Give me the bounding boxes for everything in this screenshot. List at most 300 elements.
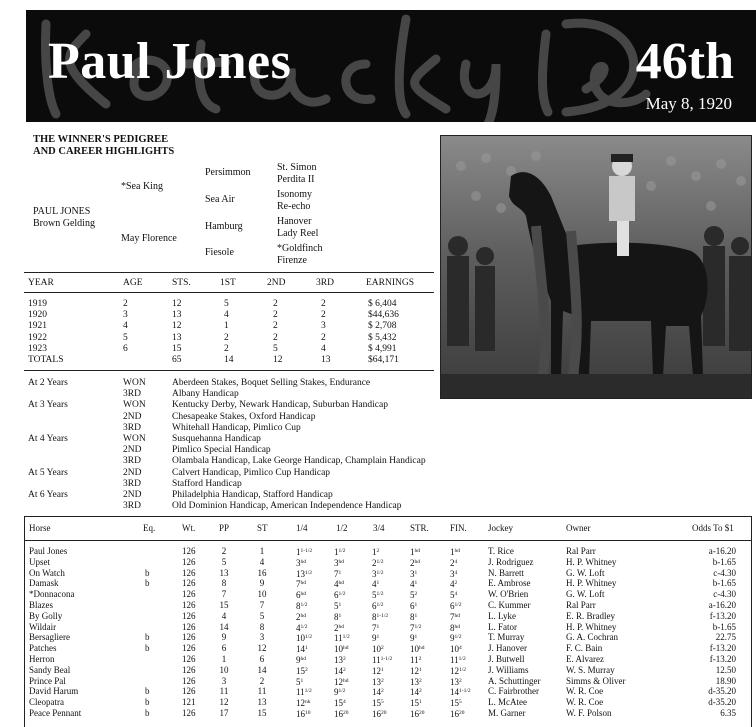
cell: 1920: [28, 310, 47, 321]
cell: $64,171: [368, 354, 399, 365]
position-cell: $4^{hd}$: [334, 579, 344, 590]
position-cell: $13^2$: [450, 676, 462, 687]
cell: Prince Pal: [29, 675, 66, 686]
cell: 126: [182, 546, 196, 556]
cell: 4: [224, 310, 229, 321]
position-cell: $6^1$: [410, 600, 418, 611]
cell: 22.75: [715, 632, 736, 643]
cell: [145, 654, 150, 665]
position-cell: $14^2$: [334, 665, 346, 676]
cell: *Donnacona: [29, 589, 75, 600]
cell: 3RD: [123, 422, 141, 433]
cell: E. Ambrose: [488, 578, 531, 589]
race-number: 46th: [635, 33, 734, 90]
cell: 3: [221, 675, 227, 686]
position-cell: $2^{hd}$: [334, 622, 344, 633]
cell: 15: [172, 343, 182, 354]
cell: WON: [123, 433, 146, 444]
career-header-earnings: EARNINGS: [366, 278, 415, 288]
position-cell: $4^1$: [410, 579, 418, 590]
position-cell: $8^1$: [334, 611, 342, 622]
pedigree-dam-sire: Hamburg: [205, 221, 243, 232]
position-cell: $13^2$: [334, 654, 346, 665]
career-firsts-column: [224, 299, 234, 366]
career-years-column: [28, 299, 63, 366]
position-cell: $3^{hd}$: [334, 557, 344, 568]
cell: 121: [182, 697, 196, 708]
rc-header-eq: Eq.: [143, 523, 156, 533]
cell: 13: [219, 567, 229, 578]
cell: 3RD: [123, 478, 141, 489]
position-cell: $7^{1/2}$: [410, 622, 422, 633]
career-divider-top: [24, 272, 434, 273]
cell: T. Rice: [488, 546, 514, 556]
cell: Patches: [29, 643, 57, 654]
cell: 14: [219, 621, 229, 632]
cell: At 4 Years: [28, 433, 68, 444]
cell: f-13.20: [709, 653, 736, 664]
position-cell: $11^{1/2}$: [296, 687, 312, 698]
cell: Peace Pennant: [29, 707, 82, 718]
cell: 14: [224, 354, 234, 365]
cell: [28, 412, 68, 423]
cell: f-13.20: [709, 643, 736, 654]
rc-header-str: STR.: [410, 523, 429, 533]
cell: H. P. Whitney: [566, 621, 617, 632]
career-starts-column: [172, 299, 182, 366]
cell: 2: [221, 546, 227, 556]
cell: WON: [123, 400, 146, 411]
career-thirds-column: [321, 299, 331, 366]
cell: 3RD: [123, 389, 141, 400]
rc-horse-column: [29, 546, 81, 719]
pedigree-heading: THE WINNER'S PEDIGREE AND CAREER HIGHLIGHTS: [33, 134, 175, 157]
position-cell: $12^1$: [372, 665, 384, 676]
cell: a-16.20: [708, 599, 736, 610]
cell: 2: [273, 299, 278, 309]
cell: Paul Jones: [29, 546, 68, 556]
cell: 2: [321, 310, 326, 321]
cell: 126: [182, 686, 196, 697]
cell: d-35.20: [708, 686, 736, 697]
rc-header-owner: Owner: [566, 523, 591, 533]
cell: 14: [257, 664, 267, 675]
pedigree-g6: Lady Reel: [277, 228, 319, 239]
cell: Sandy Beal: [29, 664, 71, 675]
position-cell: $10^2$: [372, 644, 384, 655]
cell: L. Fator: [488, 621, 517, 632]
career-header-second: 2ND: [267, 278, 286, 288]
rc-header-pp: PP: [219, 523, 230, 533]
position-cell: $10^{1/2}$: [296, 633, 313, 644]
position-cell: $6^{1/2}$: [450, 600, 462, 611]
pedigree-dam: May Florence: [121, 233, 177, 244]
cell: Chesapeake Stakes, Oxford Handicap: [172, 411, 316, 422]
cell: 126: [182, 599, 196, 610]
rc-header-st: ST: [257, 523, 268, 533]
position-cell: $1^{hd}$: [450, 547, 460, 557]
position-cell: $16^{20}$: [450, 708, 465, 719]
position-cell: $8^{1/2}$: [296, 600, 308, 611]
career-header-age: AGE: [123, 278, 143, 288]
cell: 9: [259, 578, 265, 589]
position-cell: $10^{hd}$: [410, 644, 425, 655]
position-cell: $15^5$: [450, 698, 462, 709]
cell: [123, 355, 128, 366]
rc-eq-column: [145, 546, 150, 719]
cell: [28, 423, 68, 434]
cell: b: [145, 697, 150, 708]
position-cell: $16^{20}$: [372, 708, 387, 719]
cell: $ 4,991: [368, 343, 397, 354]
cell: [28, 501, 68, 512]
rc-jockey-column: [488, 546, 541, 719]
career-divider-bottom: [24, 370, 434, 371]
cell: 126: [182, 675, 196, 686]
cell: 2: [224, 332, 229, 343]
cell: b: [145, 707, 150, 718]
cell: J. Butwell: [488, 653, 525, 664]
cell: 13: [321, 354, 331, 365]
cell: 7: [259, 599, 265, 610]
cell: 3: [123, 310, 128, 321]
position-cell: $7^{hd}$: [296, 579, 306, 590]
cell: 1922: [28, 332, 47, 343]
cell: 12: [219, 697, 229, 708]
rc-q3-column: [372, 546, 392, 719]
cell: 4: [123, 321, 128, 332]
rc-header-jockey: Jockey: [488, 523, 513, 533]
cell: Cleopatra: [29, 697, 64, 708]
cell: 5: [123, 332, 128, 343]
cell: 126: [182, 578, 196, 589]
position-cell: $5^1$: [334, 600, 342, 611]
cell: Susquehanna Handicap: [172, 433, 261, 444]
cell: b: [145, 686, 150, 697]
cell: 13: [172, 310, 182, 321]
cell: At 5 Years: [28, 467, 68, 478]
horse-and-jockey-photo: [440, 135, 752, 399]
cell: [28, 479, 68, 490]
cell: Aberdeen Stakes, Boquet Selling Stakes, Endurance: [172, 378, 371, 388]
cell: C. Kummer: [488, 599, 531, 610]
position-cell: $15^5$: [372, 698, 384, 709]
cell: David Harum: [29, 686, 79, 697]
position-cell: $12^{nk}$: [296, 698, 311, 709]
position-cell: $1^2$: [372, 547, 380, 557]
cell: Blazes: [29, 599, 53, 610]
cell: H. P. Whitney: [566, 556, 617, 567]
cell: Philadelphia Handicap, Stafford Handicap: [172, 489, 333, 500]
rc-q2-column: [334, 546, 350, 719]
cell: b-1.65: [712, 621, 736, 632]
cell: W. O'Brien: [488, 589, 529, 600]
highlights-races-column: [172, 378, 426, 512]
cell: 6: [221, 643, 227, 654]
pedigree-g2: Perdita II: [277, 174, 315, 185]
position-cell: $2^{hd}$: [410, 557, 420, 568]
position-cell: $16^{20}$: [410, 708, 425, 719]
career-ages-column: [123, 299, 128, 366]
position-cell: $6^{1/2}$: [372, 600, 384, 611]
cell: 1921: [28, 321, 47, 332]
career-header-starts: STS.: [172, 278, 191, 288]
cell: Bersagliere: [29, 632, 70, 643]
cell: T. Murray: [488, 632, 525, 643]
cell: 126: [182, 621, 196, 632]
position-cell: $11^{1/2}$: [450, 654, 466, 665]
cell: 2ND: [123, 467, 142, 478]
cell: 16: [257, 567, 267, 578]
pedigree-g3: Isonomy: [277, 189, 312, 200]
rc-header-odds: Odds To $1: [692, 523, 734, 533]
cell: 1923: [28, 343, 47, 354]
cell: 1: [259, 546, 265, 556]
position-cell: $3^{1/2}$: [372, 568, 384, 579]
cell: [145, 546, 150, 557]
position-cell: $9^1$: [372, 633, 380, 644]
cell: Old Dominion Handicap, American Independence Handicap: [172, 501, 402, 512]
pedigree-dam-dam: Fiesole: [205, 247, 234, 258]
rc-pp-column: [214, 546, 234, 719]
cell: 6.35: [720, 707, 736, 718]
cell: [145, 589, 150, 600]
position-cell: $6^{1/2}$: [334, 590, 346, 601]
position-cell: $15^2$: [296, 665, 308, 676]
cell: 3: [259, 632, 265, 643]
position-cell: $7^1$: [372, 622, 380, 633]
career-earnings-column: [368, 299, 399, 366]
position-cell: $3^1$: [410, 568, 418, 579]
cell: [145, 665, 150, 676]
position-cell: $4^{1/2}$: [296, 622, 308, 633]
cell: a-16.20: [708, 546, 736, 556]
cell: 12: [273, 354, 283, 365]
position-cell: $9^{1/2}$: [334, 687, 346, 698]
cell: 2: [224, 343, 229, 354]
position-cell: $13^{1/2}$: [296, 568, 313, 579]
position-cell: $8^{1-1/2}$: [372, 611, 389, 622]
position-cell: $5^{1/2}$: [372, 590, 384, 601]
position-cell: $13^2$: [372, 676, 384, 687]
career-seconds-column: [273, 299, 283, 366]
cell: b: [145, 567, 150, 578]
highlights-result-column: [123, 378, 146, 512]
position-cell: $15^4$: [334, 698, 346, 709]
position-cell: $11^{1-1/2}$: [372, 654, 393, 665]
cell: b: [145, 578, 150, 589]
cell: 126: [182, 556, 196, 567]
cell: $ 5,432: [368, 332, 397, 343]
cell: 5: [224, 299, 229, 309]
cell: 2: [321, 332, 326, 343]
cell: 13: [172, 332, 182, 343]
position-cell: $12^1$: [410, 665, 422, 676]
cell: b-1.65: [712, 578, 736, 589]
position-cell: $5^4$: [450, 590, 458, 601]
cell: 12: [172, 321, 182, 332]
cell: [145, 600, 150, 611]
cell: G. A. Cochran: [566, 632, 618, 643]
cell: 12.50: [715, 664, 736, 675]
position-cell: $14^{1-1/2}$: [450, 687, 471, 698]
cell: W. R. Coe: [566, 697, 604, 708]
cell: c-4.30: [713, 589, 736, 600]
position-cell: $15^1$: [410, 698, 422, 709]
cell: 3RD: [123, 501, 141, 512]
cell: J. Williams: [488, 664, 529, 675]
cell: Herron: [29, 653, 55, 664]
cell: 2: [273, 321, 278, 332]
cell: [145, 676, 150, 687]
position-cell: $16^{20}$: [334, 708, 349, 719]
photo-illustration-icon: [441, 136, 752, 399]
cell: E. R. Bradley: [566, 610, 615, 621]
cell: TOTALS: [28, 354, 64, 365]
cell: Simms & Oliver: [566, 675, 626, 686]
race-chart-header-divider: [24, 540, 752, 541]
rc-header-fin: FIN.: [450, 523, 467, 533]
cell: 9: [221, 632, 227, 643]
cell: 15: [219, 599, 229, 610]
position-cell: $1^{1-1/2}$: [296, 547, 313, 557]
cell: 8: [259, 621, 265, 632]
pedigree-sire-sire: Persimmon: [205, 167, 251, 178]
position-cell: $11^2$: [410, 654, 422, 665]
cell: Stafford Handicap: [172, 478, 242, 489]
cell: 1: [224, 321, 229, 332]
cell: c-4.30: [713, 567, 736, 578]
position-cell: $9^{1/2}$: [450, 633, 462, 644]
cell: 126: [182, 707, 196, 718]
cell: 2: [321, 299, 326, 309]
cell: 2: [259, 675, 265, 686]
cell: 6: [123, 343, 128, 354]
pedigree-g4: Re-echo: [277, 201, 311, 212]
cell: E. Alvarez: [566, 653, 604, 664]
cell: By Golly: [29, 610, 63, 621]
position-cell: $7^1$: [334, 568, 342, 579]
pedigree-horse: PAUL JONES: [33, 206, 91, 217]
cell: 126: [182, 664, 196, 675]
position-cell: $2^{hd}$: [296, 611, 306, 622]
cell: 126: [182, 567, 196, 578]
cell: 4: [259, 556, 265, 567]
cell: 126: [182, 643, 196, 654]
cell: Albany Handicap: [172, 389, 239, 400]
cell: Whitehall Handicap, Pimlico Cup: [172, 422, 301, 433]
position-cell: $10^{hd}$: [334, 644, 349, 655]
career-header-year: YEAR: [28, 278, 54, 288]
cell: At 3 Years: [28, 400, 68, 411]
cell: 6: [259, 653, 265, 664]
cell: $ 2,708: [368, 321, 397, 332]
cell: 2: [273, 332, 278, 343]
cell: 12: [172, 299, 182, 309]
cell: N. Barrett: [488, 567, 524, 578]
position-cell: $12^{1/2}$: [450, 665, 467, 676]
position-cell: $12^{hd}$: [334, 676, 349, 687]
pedigree-description: Brown Gelding: [33, 218, 95, 229]
cell: 4: [221, 610, 227, 621]
cell: G. W. Loft: [566, 567, 605, 578]
cell: G. W. Loft: [566, 589, 605, 600]
cell: Ral Parr: [566, 599, 596, 610]
career-divider-header: [24, 292, 434, 293]
cell: 17: [219, 707, 229, 718]
cell: 12: [257, 643, 267, 654]
position-cell: $3^4$: [450, 568, 458, 579]
cell: 2: [123, 299, 128, 309]
cell: At 2 Years: [28, 378, 68, 388]
position-cell: $11^{1/2}$: [334, 633, 350, 644]
position-cell: $2^4$: [450, 557, 458, 568]
position-cell: $16^{10}$: [296, 708, 311, 719]
position-cell: $4^1$: [372, 579, 380, 590]
cell: 18.90: [715, 675, 736, 686]
position-cell: $5^2$: [410, 590, 418, 601]
cell: Upset: [29, 556, 50, 567]
horse-name-title: Paul Jones: [48, 33, 292, 90]
cell: 7: [221, 589, 227, 600]
cell: F. C. Bain: [566, 643, 603, 654]
cell: 5: [221, 556, 227, 567]
rc-fin-column: [450, 546, 471, 719]
career-header-third: 3RD: [316, 278, 334, 288]
cell: $44,636: [368, 310, 399, 321]
cell: 5: [273, 343, 278, 354]
position-cell: $14^2$: [372, 687, 384, 698]
cell: f-13.20: [709, 610, 736, 621]
rc-str-column: [410, 546, 425, 719]
highlights-age-column: [28, 378, 68, 512]
position-cell: $1^{1/2}$: [334, 547, 346, 557]
rc-header-q1: 1/4: [296, 523, 308, 533]
position-cell: $8^{hd}$: [450, 622, 460, 633]
cell: [28, 456, 68, 467]
cell: [145, 622, 150, 633]
position-cell: $10^4$: [450, 644, 462, 655]
cell: 8: [221, 578, 227, 589]
rc-owner-column: [566, 546, 626, 719]
cell: 126: [182, 653, 196, 664]
rc-header-q3: 3/4: [373, 523, 385, 533]
cell: M. Garner: [488, 707, 526, 718]
cell: Wildair: [29, 621, 57, 632]
rc-header-horse: Horse: [29, 523, 51, 533]
pedigree-g8: Firenze: [277, 255, 307, 266]
position-cell: $5^1$: [296, 676, 304, 687]
position-cell: $9^{hd}$: [296, 654, 306, 665]
position-cell: $13^2$: [410, 676, 422, 687]
cell: 65: [172, 354, 182, 365]
rc-header-q2: 1/2: [336, 523, 348, 533]
position-cell: $4^2$: [450, 579, 458, 590]
position-cell: $7^{hd}$: [450, 611, 460, 622]
rc-wt-column: [182, 546, 196, 719]
cell: [28, 445, 68, 456]
cell: J. Hanover: [488, 643, 527, 654]
pedigree-g1: St. Simon: [277, 162, 317, 173]
cell: 2ND: [123, 445, 142, 456]
pedigree-sire: *Sea King: [121, 181, 163, 192]
cell: 1919: [28, 299, 47, 309]
cell: 2ND: [123, 411, 142, 422]
cell: b-1.65: [712, 556, 736, 567]
cell: b: [145, 632, 150, 643]
cell: [145, 611, 150, 622]
pedigree-g7: *Goldfinch: [277, 243, 323, 254]
